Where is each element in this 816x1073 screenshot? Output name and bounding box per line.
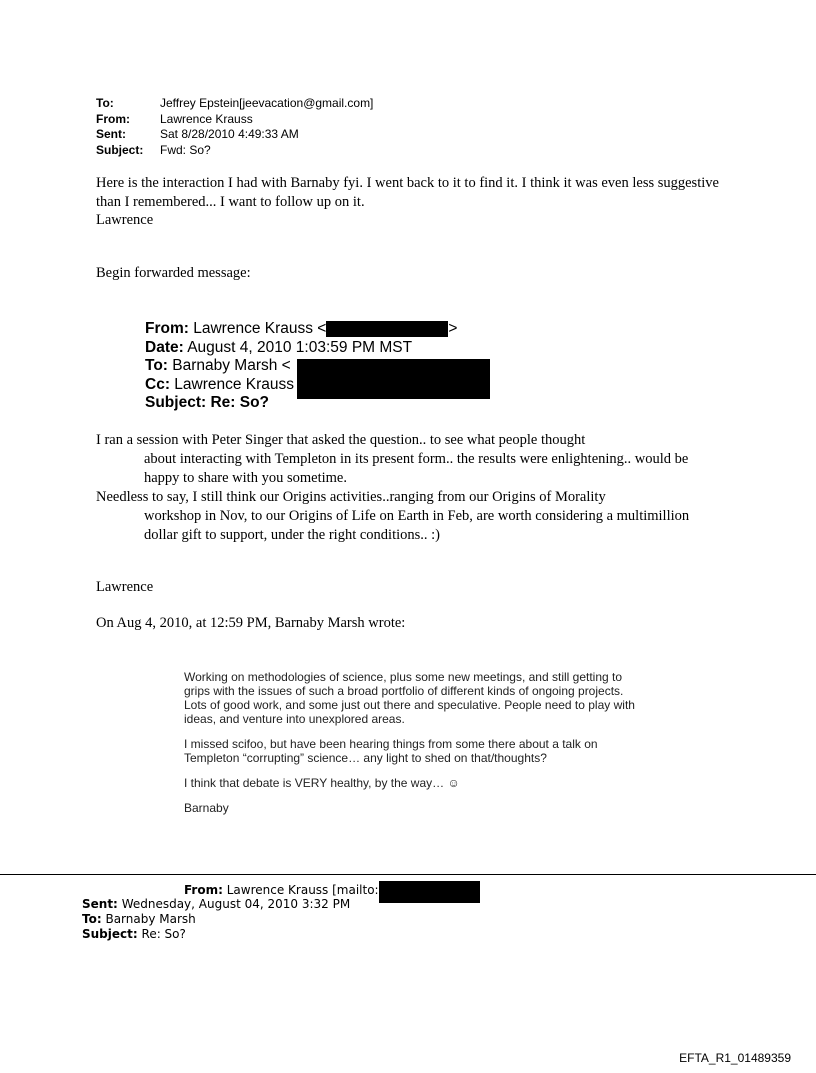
header-sent-row xyxy=(96,127,373,143)
header-from-value: Lawrence Krauss xyxy=(160,111,253,126)
krauss-signature: Lawrence xyxy=(96,579,154,595)
message-paragraph-2 xyxy=(96,488,696,545)
header-subject-row xyxy=(96,143,373,159)
fwd-to-label: To: xyxy=(145,357,168,374)
fwd-from-label: From: xyxy=(145,320,189,337)
original-message-header xyxy=(82,883,480,942)
orig-from-label: From: xyxy=(184,883,223,897)
header-subject-value: Fwd: So? xyxy=(160,142,211,157)
fwd-date-value: August 4, 2010 1:03:59 PM MST xyxy=(187,338,413,356)
header-subject-label: Subject: xyxy=(96,142,144,157)
redaction-box xyxy=(297,359,490,399)
orig-subject-value: Re: So? xyxy=(141,927,186,941)
header-to-row xyxy=(96,96,373,112)
paragraph-1-first-line: I ran a session with Peter Singer that asked the question.. to see what people thought xyxy=(96,432,586,448)
orig-sent-label: Sent: xyxy=(82,897,118,911)
redaction-box xyxy=(379,881,480,903)
quoted-paragraph-1: Working on methodologies of science, plus some new meetings, and still getting to grips with the issues of such a broad portfolio of different kinds of ongoing projects. Lots of good work, and some just out there and speculative. People need to play with ideas, and venture into unexplored areas. xyxy=(184,670,635,726)
fwd-cc-value: Lawrence Krauss xyxy=(174,375,295,393)
fwd-from-close: > xyxy=(448,320,458,337)
orig-subject-label: Subject: xyxy=(82,927,138,941)
header-from-label: From: xyxy=(96,111,130,126)
email-header xyxy=(96,96,373,158)
fwd-date-row xyxy=(145,339,457,358)
separator-line xyxy=(0,874,816,875)
paragraph-1-rest: about interacting with Templeton in its present form.. the results were enlightening.. would be happy to share with you sometime. xyxy=(144,451,689,486)
quote-attribution: On Aug 4, 2010, at 12:59 PM, Barnaby Marsh wrote: xyxy=(96,615,406,631)
orig-from-value: Lawrence Krauss [mailto: xyxy=(226,883,379,897)
orig-to-row xyxy=(82,912,480,927)
fwd-from-row xyxy=(145,320,457,339)
quoted-paragraph-3: I think that debate is VERY healthy, by the way… ☺ xyxy=(184,776,460,790)
begin-forwarded-label: Begin forwarded message: xyxy=(96,265,251,281)
orig-to-value: Barnaby Marsh xyxy=(105,912,196,926)
message-paragraph-1 xyxy=(96,431,696,488)
intro-text: Here is the interaction I had with Barnaby fyi. I went back to it to find it. I think it was even less suggestive than I remembered... I want to follow up on it. xyxy=(96,175,719,210)
intro-signature: Lawrence xyxy=(96,212,154,228)
fwd-subject-label: Subject: xyxy=(145,394,207,411)
fwd-subject-value: Re: So? xyxy=(210,394,270,411)
krauss-message xyxy=(96,431,696,545)
fwd-date-label: Date: xyxy=(145,338,184,356)
orig-to-label: To: xyxy=(82,912,102,926)
fwd-from-value: Lawrence Krauss < xyxy=(193,320,327,337)
fwd-cc-label: Cc: xyxy=(145,375,170,393)
orig-subject-row xyxy=(82,927,480,942)
header-to-label: To: xyxy=(96,96,114,110)
fwd-to-value: Barnaby Marsh < xyxy=(172,357,291,374)
quoted-paragraph-2: I missed scifoo, but have been hearing things from some there about a talk on Templeton “corrupting” science… any light to shed on that/thoughts? xyxy=(184,737,598,765)
orig-sent-value: Wednesday, August 04, 2010 3:32 PM xyxy=(121,897,351,911)
header-from-row xyxy=(96,112,373,128)
document-id: EFTA_R1_01489359 xyxy=(679,1051,791,1065)
redaction-box xyxy=(326,321,448,337)
header-sent-label: Sent: xyxy=(96,127,126,141)
paragraph-2-first-line: Needless to say, I still think our Origins activities..ranging from our Origins of Morality xyxy=(96,489,606,505)
header-to-value: Jeffrey Epstein[jeevacation@gmail.com] xyxy=(160,96,374,110)
quoted-signature: Barnaby xyxy=(184,801,229,815)
paragraph-2-rest: workshop in Nov, to our Origins of Life on Earth in Feb, are worth considering a multimillion dollar gift to support, under the right conditions.. :) xyxy=(144,508,690,543)
quoted-message xyxy=(184,670,644,826)
header-sent-value: Sat 8/28/2010 4:49:33 AM xyxy=(160,127,299,141)
intro-body xyxy=(96,174,736,230)
